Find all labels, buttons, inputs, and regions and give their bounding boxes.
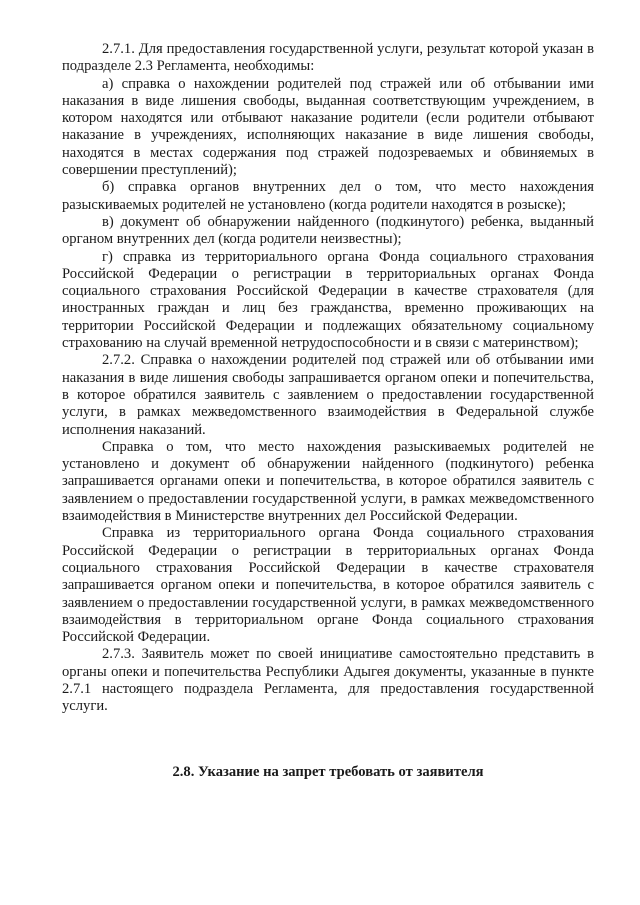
- paragraph-item-g: г) справка из территориального органа Фонда социального страхования Российской Федерации о регистрации в территориальных органах Фонда социального страхования Российской Федерации в качестве страхователя (для иностранных граждан и лиц без гражданства, временно проживающих на территории Российской Федерации и подлежащих обязательному социальному страхованию на случай временной нетрудоспособности и в связи с материнством);: [62, 248, 594, 352]
- paragraph-2-7-1: 2.7.1. Для предоставления государственной услуги, результат которой указан в подразделе 2.3 Регламента, необходимы:: [62, 41, 594, 75]
- paragraph-police-request: Справка о том, что место нахождения разыскиваемых родителей не установлено и документ об обнаружении найденного (подкинутого) ребенка запрашивается органами опеки и попечительства, в которое обратился заявитель с заявлением о предоставлении государственной услуги, в рамках межведомственного взаимодействия в Министерстве внутренних дел Российской Федерации.: [62, 438, 594, 525]
- paragraph-2-7-3: 2.7.3. Заявитель может по своей инициативе самостоятельно представить в органы опеки и попечительства Республики Адыгея документы, указанные в пункте 2.7.1 настоящего подраздела Регламента, для предоставления государственной услуги.: [62, 646, 594, 715]
- section-heading-2-8: 2.8. Указание на запрет требовать от заявителя: [172, 764, 484, 780]
- paragraph-item-b: б) справка органов внутренних дел о том, что место нахождения разыскиваемых родителей не установлено (когда родители находятся в розыске);: [62, 179, 594, 213]
- paragraph-item-a: а) справка о нахождении родителей под стражей или об отбывании ими наказания в виде лишения свободы, выданная соответствующим учреждением, в котором находятся или отбывают наказание родители (если родители отбывают наказание в учреждениях, исполняющих наказание в виде лишения свободы, находятся в местах содержания под стражей подозреваемых и обвиняемых в совершении преступлений);: [62, 75, 594, 179]
- document-body: [62, 41, 594, 716]
- paragraph-item-v: в) документ об обнаружении найденного (подкинутого) ребенка, выданный органом внутренних дел (когда родители неизвестны);: [62, 213, 594, 248]
- paragraph-2-7-2: 2.7.2. Справка о нахождении родителей под стражей или об отбывании ими наказания в виде лишения свободы запрашивается органом опеки и попечительства, в которое обратился заявитель с заявлением о предоставлении государственной услуги, в рамках межведомственного взаимодействия в Федеральной службе исполнения наказаний.: [62, 352, 594, 438]
- paragraph-social-fund-request: Справка из территориального органа Фонда социального страхования Российской Федерации о регистрации в территориальных органах Фонда социального страхования Российской Федерации в качестве страхователя запрашивается органом опеки и попечительства, в которое обратился заявитель с заявлением о предоставлении государственной услуги, в рамках межведомственного взаимодействия в территориальном органе Фонда социального страхования Российской Федерации.: [62, 525, 594, 646]
